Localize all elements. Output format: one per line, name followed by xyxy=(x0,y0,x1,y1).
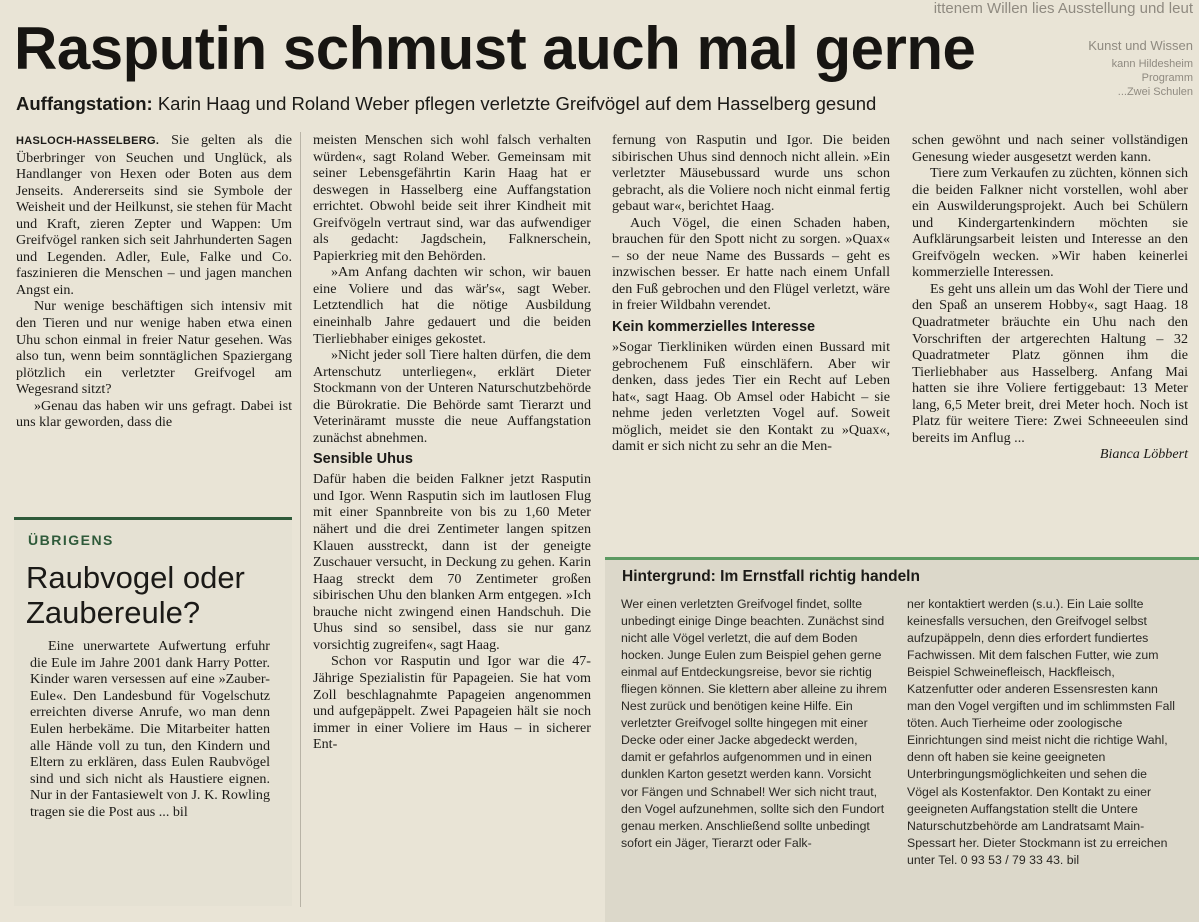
paragraph: meisten Menschen sich wohl falsch verhalten würden«, sagt Roland Weber. Gemeinsam mit seiner Lebensgefährtin Karin Haag hat er deswegen in Hasselberg eine Auffangstation errichtet. Obwohl beide seit ihrer Kindheit mit Greifvögeln vertraut sind, war das aufwendiger als gedacht: Jagdschein, Falknerschein, Papierkrieg mit den Behörden. xyxy=(313,132,591,264)
box-kicker: ÜBRIGENS xyxy=(28,532,114,548)
paragraph: Schon vor Rasputin und Igor war die 47-Jährige Spezialistin für Papageien. Sie hat vom Zoll beschlagnahmte Papageien angenommen und aufgepäppelt. Zwei Papageien hält sie noch immer in einer Voliere im Haus – in sicherer Ent- xyxy=(313,653,591,753)
paragraph: schen gewöhnt und nach seiner vollständigen Genesung wieder ausgesetzt werden kann. xyxy=(912,132,1188,165)
paragraph: »Am Anfang dachten wir schon, wir bauen eine Voliere und das wär's«, sagt Weber. Letztendlich hat die nötige Ausbildung eineinhalb Jahre gedauert und die beiden Tierliebhaber einiges gekostet. xyxy=(313,264,591,347)
box-column-2 xyxy=(907,596,1175,869)
box-title: Raubvogel oder Zaubereule? xyxy=(26,560,245,630)
paragraph: Auch Vögel, die einen Schaden haben, brauchen für den Spott nicht zu sorgen. »Quax« – so der neue Name des Bussards – geht es inzwischen besser. Er hatte nach einem Unfall den Fuß gebrochen und den Flügel verletzt, wäre in freier Wildbahn verendet. xyxy=(612,214,890,314)
box-text: ner kontaktiert werden (s.u.). Ein Laie sollte keinesfalls versuchen, den Greifvogel selbst aufzupäppeln, denn dies erfordert fundiertes Fachwissen. Mit dem falschen Futter, wie zum Beispiel Schweinefleisch, Hackfleisch, Katzenfutter oder anderen Essensresten kann man den Vogel vergiften und im schlimmsten Fall töten. Auch Tierheime oder zoologische Einrichtungen sind meist nicht die richtige Wahl, denn oft haben sie keine geeigneten Unterbringungsmöglichkeiten und sehen die Vögel als Kostenfaktor. Den Kontakt zu einer geeigneten Auffangstation stellt die Untere Naturschutzbehörde am Landratsamt Main-Spessart her. Dieter Stockmann ist zu erreichen unter Tel. 0 93 53 / 79 33 43. bil xyxy=(907,597,1175,867)
box-column-1 xyxy=(621,596,889,852)
article-column-4 xyxy=(912,132,1188,463)
box-text: Wer einen verletzten Greifvogel findet, sollte unbedingt einige Dinge beachten. Zunächst sind nicht alle Vögel verletzt, die auf dem Boden hocken. Junge Eulen zum Beispiel gehen gerne einmal auf Entdeckungsreise, bevor sie richtig fliegen können. Sie klettern aber alleine zu ihrem Nest zurück und benötigen keine Hilfe. Ein verletzter Greifvogel sollte hingegen mit einer Decke oder einer Jacke abgedeckt werden, damit er gefahrlos aufgenommen und in einen dunklen Karton gesetzt werden kann. Vorsicht vor Fängen und Schnabel! Wer sich nicht traut, den Vogel aufzunehmen, sollte sich den Fundort genau merken. Anschließend sollte unbedingt sofort ein Jäger, Tierarzt oder Falk- xyxy=(621,597,887,850)
article-column-1 xyxy=(16,132,292,431)
section-heading: Sensible Uhus xyxy=(313,451,413,468)
top-right-fragment: ...Zwei Schulen xyxy=(1117,86,1193,98)
subhead-text: Karin Haag und Roland Weber pflegen verletzte Greifvögel auf dem Hasselberg gesund xyxy=(157,93,877,114)
paragraph: fernung von Rasputin und Igor. Die beiden sibirischen Uhus sind dennoch nicht allein. »Ein verletzter Mäusebussard wurde uns schon gebracht, als die Voliere noch nicht einmal fertig gebaut war«, berichtet Haag. xyxy=(612,132,890,215)
column-divider xyxy=(300,132,301,907)
top-right-fragment: Kunst und Wissen xyxy=(1088,38,1193,53)
article-column-3 xyxy=(612,132,890,455)
top-right-fragment: kann Hildesheim xyxy=(1111,58,1193,70)
article-subhead xyxy=(16,92,876,116)
paragraph: Tiere zum Verkaufen zu züchten, können sich die beiden Falkner nicht vorstellen, wohl aber ein Auswilderungsprojekt. Auch bei Schülern und Kindergartenkindern möchten sie Aufklärungsarbeit leisten und Interesse an den Greifvögeln wecken. »Wir haben keinerlei kommerzielle Interessen. xyxy=(912,165,1188,281)
article-headline: Rasputin schmust auch mal gerne xyxy=(14,15,976,82)
paragraph: Sie gelten als die Überbringer von Seuchen und Unglück, als Handlanger von Hexen oder Boten aus dem Jenseits. Andererseits sind sie Symbole der Weisheit und der Heilkunst, sie stehen für Macht und Kraft, zieren Zepter und Wappen: Um Greifvögel ranken sich seit Jahrhunderten Sagen und Legenden. Adler, Eule, Falke und Co. faszinieren die Menschen – und jagen manchen Angst ein. xyxy=(16,132,293,298)
hintergrund-box xyxy=(605,557,1199,922)
box-title: Hintergrund: Im Ernstfall richtig handeln xyxy=(622,568,920,585)
paragraph: Nur wenige beschäftigen sich intensiv mit den Tieren und nur wenige haben etwa einen Uhu schon einmal in freier Natur gesehen. Was also tun, wenn beim sonntäglichen Spaziergang plötzlich ein verletzter Greifvogel am Wegesrand sitzt? xyxy=(16,298,292,398)
box-text: Eine unerwartete Aufwertung erfuhr die Eule im Jahre 2001 dank Harry Potter. Kinder waren versessen auf eine »Zauber-Eule«. Den Landesbund für Vogelschutz erreichten diverse Anrufe, wo man denn Eulen herbekäme. Die Mitarbeiter hatten alle Hände voll zu tun, den Kindern und Eltern zu erklären, dass Eulen Raubvögel sind und sich nicht als Haustiere eignen. Nur in der Fantasiewelt von J. K. Rowling tragen sie die Post aus ... bil xyxy=(30,638,270,820)
top-right-fragment: Programm xyxy=(1141,72,1193,84)
subhead-label: Auffangstation: xyxy=(16,93,153,114)
uebrigens-box xyxy=(14,517,292,906)
paragraph: »Sogar Tierkliniken würden einen Bussard mit gebrochenem Fuß einschläfern. Aber wir denken, dass jedes Tier ein Recht auf Leben hat«, sagt Haag. Ob Amsel oder Habicht – sie nehme jeden verletzten Vogel auf. Soweit möglich, meidet sie den Kontakt zu »Quax«, damit er sich nicht zu sehr an die Men- xyxy=(612,339,890,455)
paragraph: »Nicht jeder soll Tiere halten dürfen, die dem Artenschutz unterliegen«, erklärt Dieter Stockmann von der Unteren Naturschutzbehörde die Bürokratie. Die Behörde samt Tierarzt und Veterinäramt musste die neue Auffangstation zunächst abnehmen. xyxy=(313,347,591,446)
dateline: HASLOCH-HASSELBERG. xyxy=(16,135,160,147)
article-column-2 xyxy=(313,132,591,753)
paragraph: »Genau das haben wir uns gefragt. Dabei ist uns klar geworden, dass die xyxy=(16,397,292,431)
paragraph: Es geht uns allein um das Wohl der Tiere und den Spaß an unserem Hobby«, sagt Haag. 18 Quadratmeter bräuchte ein Uhu nach den Vorschriften der artgerechten Haltung – 32 Quadratmeter Platz gönnen ihm die Tierliebhaber aus Hasselberg. Anfang Mai hatten sie ihre Voliere fertiggebaut: 13 Meter lang, 6,5 Meter breit, drei Meter hoch. Noch ist Platz für weitere Tiere: Zwei Schneeeulen sind bereits im Anflug ... xyxy=(912,280,1188,446)
section-heading: Kein kommerzielles Interesse xyxy=(612,319,816,336)
author-signature: Bianca Löbbert xyxy=(1099,446,1188,463)
top-right-fragment: ittenem Willen lies Ausstellung und leut xyxy=(933,0,1193,17)
paragraph: Dafür haben die beiden Falkner jetzt Rasputin und Igor. Wenn Rasputin sich im lautlosen Flug mit einer Spannbreite von bis zu 1,60 Meter nähert und die drei Zentimeter langen spitzen Klauen ausstreckt, dann ist der geneigte Zuschauer versucht, in Deckung zu gehen. Karin Haag streckt dem 70 Zentimeter großen sibirischen Uhu den blanken Arm entgegen. »Ich brauche nicht zwingend einen Handschuh. Die Uhus sind so sensibel, dass sie nur ganz vorsichtig zugreifen«, sagt Haag. xyxy=(313,471,591,653)
